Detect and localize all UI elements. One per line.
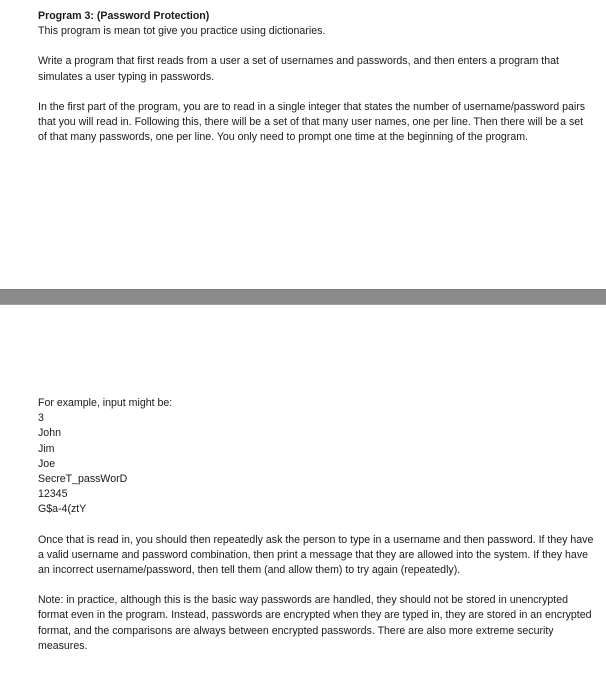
program-title: Program 3: (Password Protection) — [38, 10, 210, 22]
example-line: 12345 — [38, 488, 68, 501]
example-line: SecreT_passWorD — [38, 473, 128, 486]
instructions-paragraph: Once that is read in, you should then repeatedly ask the person to type in a username and then password. If they have a valid username and password combination, then print a message that they are allowed into the system. If they have an incorrect username/password, then tell them (and allow them) to try again (repeatedly). — [38, 533, 594, 577]
note-paragraph: Note: in practice, although this is the basic way passwords are handled, they should not be stored in unencrypted format even in the program. Instead, passwords are encrypted when they are typed in, they are stored in an encrypted format, and the comparisons are always between encrypted passwords. There are also more extreme security measures. — [38, 594, 592, 652]
example-line: Joe — [38, 457, 56, 470]
description-paragraph-2: In the first part of the program, you are to read in a single integer that states the number of username/password pairs that you will read in. Following this, there will be a set of that many user names, one per line. Then there will be a set of that many passwords, one per line. You only need to prompt one time at the beginning of the program. — [38, 100, 586, 144]
example-intro: For example, input might be: — [38, 397, 173, 409]
example-section — [38, 396, 598, 654]
example-line: John — [38, 427, 61, 440]
program-subtitle: This program is mean tot give you practice using dictionaries. — [38, 25, 326, 38]
assignment-description — [38, 9, 594, 145]
example-line: 3 — [38, 412, 44, 425]
page-divider — [0, 289, 606, 305]
example-line: Jim — [38, 442, 55, 455]
example-line: G$a-4(ztY — [38, 503, 87, 516]
description-paragraph-1: Write a program that first reads from a user a set of usernames and passwords, and then enters a program that simulates a user typing in passwords. — [38, 55, 559, 83]
